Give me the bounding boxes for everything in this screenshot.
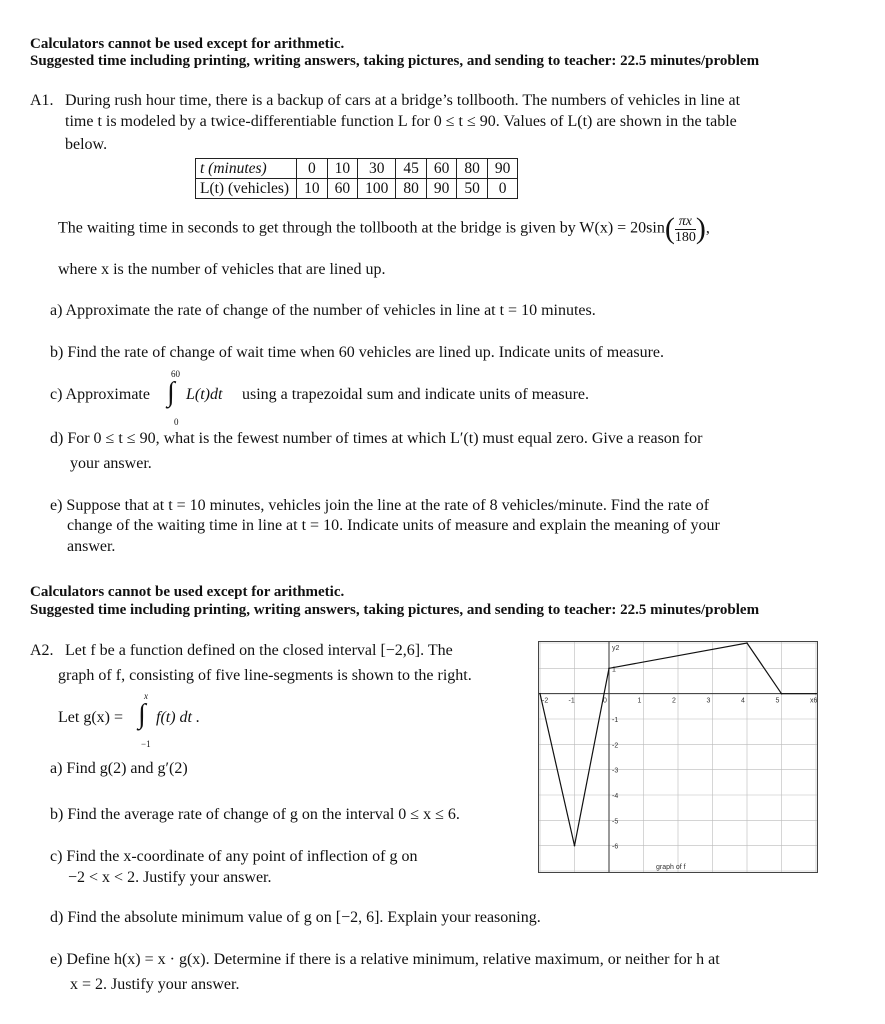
a2-question-c-line1: c) Find the x-coordinate of any point of inflection of g on (50, 848, 418, 865)
f-vertex (746, 642, 748, 644)
question-c-suffix: using a trapezoidal sum and indicate units of measure. (242, 386, 590, 403)
y-tick-label: -2 (612, 742, 619, 750)
table-cell: 10 (327, 159, 358, 179)
table-cell: 90 (426, 179, 457, 199)
a1-question-d-line2: your answer. (70, 455, 152, 472)
a2-question-e-line2: x = 2. Justify your answer. (70, 976, 240, 993)
vehicle-table (195, 158, 518, 199)
calculator-notice: Calculators cannot be used except for arithmetic. (30, 584, 345, 600)
integral-lower-limit: −1 (141, 739, 151, 749)
table-row (196, 179, 518, 199)
f-vertex (574, 845, 576, 847)
table-cell: 0 (487, 179, 518, 199)
waiting-time-text: The waiting time in seconds to get through the tollbooth at the bridge is given by W(x) = 20sin (58, 219, 665, 237)
x-tick-label: x6 (810, 697, 818, 705)
integral-sign: ∫ (167, 377, 175, 408)
y-tick-label: -1 (612, 717, 619, 724)
x-tick-label: 2 (672, 697, 676, 705)
table-cell: 30 (358, 159, 396, 179)
integrand: L(t)dt (186, 386, 223, 403)
x-tick-label: -1 (568, 697, 575, 705)
a2-question-e-line1: e) Define h(x) = x · g(x). Determine if there is a relative minimum, relative maximum, or neither for h at (50, 951, 720, 968)
a2-question-d: d) Find the absolute minimum value of g on [−2, 6]. Explain your reasoning. (50, 909, 541, 926)
a1-question-e-line2: change of the waiting time in line at t = 10. Indicate units of measure and explain the meaning of your (67, 517, 720, 534)
y-tick-label: -5 (612, 818, 619, 826)
f-vertex (539, 693, 541, 695)
integral-upper-limit: x (144, 691, 148, 701)
a2-question-b: b) Find the average rate of change of g on the interval 0 ≤ x ≤ 6. (50, 806, 460, 823)
integral-upper-limit: 60 (171, 369, 180, 379)
integral-lower-limit: 0 (174, 417, 179, 427)
a1-number: A1. (30, 92, 54, 109)
x-tick-label: 1 (637, 697, 642, 705)
x-tick-label: 0 (603, 697, 607, 705)
graph-caption: graph of f (656, 864, 686, 871)
calculator-notice: Calculators cannot be used except for arithmetic. (30, 36, 345, 52)
table-cell: 0 (297, 159, 328, 179)
a2-question-c-line2: −2 < x < 2. Justify your answer. (68, 869, 272, 886)
x-tick-label: 5 (775, 697, 780, 705)
a1-intro-line1: During rush hour time, there is a backup of cars at a bridge’s tollbooth. The numbers of vehicles in line at (65, 92, 741, 109)
waiting-time-formula: The waiting time in seconds to get through the tollbooth at the bridge is given by W(x) = 20sin( $\frac{\pi x}{180}$ ), (58, 212, 710, 245)
table-cell: 60 (426, 159, 457, 179)
integrand: f(t) dt . (156, 709, 200, 726)
table-cell: 100 (358, 179, 396, 199)
table-row-label: t (minutes) (196, 159, 297, 179)
table-cell: 60 (327, 179, 358, 199)
table-cell: 90 (487, 159, 518, 179)
a2-intro-line2: graph of f, consisting of five line-segments is shown to the right. (58, 667, 472, 684)
a1-intro-line3: below. (65, 136, 108, 153)
table-cell: 10 (297, 179, 328, 199)
f-vertex (781, 693, 783, 695)
x-tick-label: 4 (741, 697, 745, 705)
fraction-numerator: πx (675, 214, 696, 230)
integral-sign: ∫ (138, 699, 146, 730)
graph-of-f (538, 641, 818, 873)
question-c-prefix: c) Approximate (50, 386, 150, 403)
f-vertex (815, 693, 817, 695)
a2-number: A2. (30, 642, 54, 659)
y-tick-label: 1 (612, 666, 616, 674)
where-text: where x is the number of vehicles that are lined up. (58, 261, 386, 278)
table-row-label: L(t) (vehicles) (196, 179, 297, 199)
a1-question-b: b) Find the rate of change of wait time when 60 vehicles are lined up. Indicate units of measure. (50, 344, 665, 361)
g-definition (58, 693, 278, 751)
a1-question-e-line1: e) Suppose that at t = 10 minutes, vehicles join the line at the rate of 8 vehicles/minute. Find the rate of (50, 497, 710, 514)
table-cell: 50 (457, 179, 488, 199)
a2-question-a: a) Find g(2) and g′(2) (50, 760, 188, 777)
table-cell: 80 (457, 159, 488, 179)
suggested-time-notice: Suggested time including printing, writing answers, taking pictures, and sending to teacher: 22.5 minutes/problem (30, 602, 760, 618)
y-tick-label: y2 (612, 645, 620, 652)
table-cell: 45 (396, 159, 427, 179)
y-tick-label: -4 (612, 793, 619, 800)
a1-question-d-line1: d) For 0 ≤ t ≤ 90, what is the fewest number of times at which L′(t) must equal zero. Give a reason for (50, 430, 703, 447)
fraction-denominator: 180 (674, 229, 696, 245)
table-cell: 80 (396, 179, 427, 199)
x-tick-label: -2 (542, 697, 549, 705)
g-definition-prefix: Let g(x) = (58, 709, 123, 726)
f-vertex (608, 668, 610, 670)
x-tick-label: 3 (706, 697, 711, 705)
a1-intro-line2: time t is modeled by a twice-differentiable function L for 0 ≤ t ≤ 90. Values of L(t) are shown in the table (65, 113, 737, 130)
y-tick-label: -3 (612, 767, 619, 775)
a1-question-a: a) Approximate the rate of change of the number of vehicles in line at t = 10 minutes. (50, 302, 596, 319)
a1-question-e-line3: answer. (67, 538, 116, 555)
table-row (196, 159, 518, 179)
a2-intro-line1: Let f be a function defined on the closed interval [−2,6]. The (65, 642, 453, 659)
suggested-time-notice: Suggested time including printing, writing answers, taking pictures, and sending to teacher: 22.5 minutes/problem (30, 53, 760, 69)
waiting-fraction (675, 214, 696, 245)
y-tick-label: -6 (612, 843, 619, 851)
